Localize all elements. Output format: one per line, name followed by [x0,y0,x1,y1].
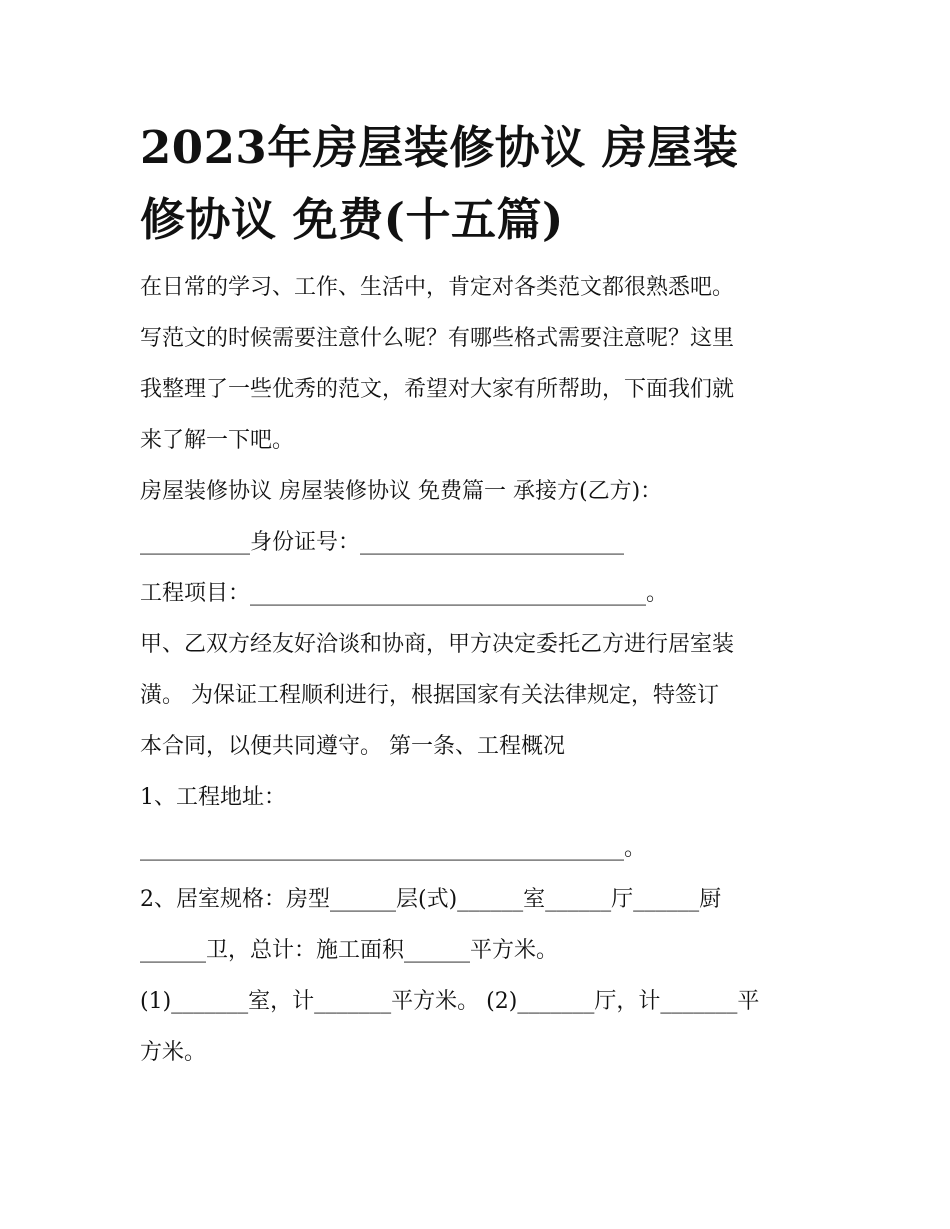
document-page [140,112,820,1078]
agreement-line-3: 本合同，以便共同遵守。 第一条、工程概况 [140,734,565,759]
spec-line-2: ______卫，总计：施工面积______平方米。 [140,938,559,963]
project-line: 工程项目：____________________________________。 [140,581,669,606]
intro-line-1: 在日常的学习、工作、生活中，肯定对各类范文都很熟悉吧。 [140,275,735,300]
address-blank: ____________________________________________。 [140,836,647,861]
rooms-line-2: 方米。 [140,1040,207,1065]
id-line: __________身份证号：________________________ [140,530,625,555]
document-title [140,112,820,256]
title-line-2: 修协议 免费(十五篇) [140,193,564,246]
intro-line-2: 写范文的时候需要注意什么呢？有哪些格式需要注意呢？这里 [140,326,735,351]
intro-line-3: 我整理了一些优秀的范文，希望对大家有所帮助，下面我们就 [140,377,735,402]
spec-line-1: 2、居室规格：房型______层(式)______室______厅______厨 [140,887,722,912]
address-label: 1、工程地址： [140,785,286,810]
section-heading: 房屋装修协议 房屋装修协议 免费篇一 承接方(乙方)： [140,479,663,504]
agreement-line-1: 甲、乙双方经友好洽谈和协商，甲方决定委托乙方进行居室装 [140,632,735,657]
intro-line-4: 来了解一下吧。 [140,428,295,453]
rooms-line-1: (1)_______室，计_______平方米。 (2)_______厅，计_______平 [140,989,760,1014]
title-line-1: 2023年房屋装修协议 房屋装 [140,121,739,174]
agreement-line-2: 潢。 为保证工程顺利进行，根据国家有关法律规定，特签订 [140,683,719,708]
